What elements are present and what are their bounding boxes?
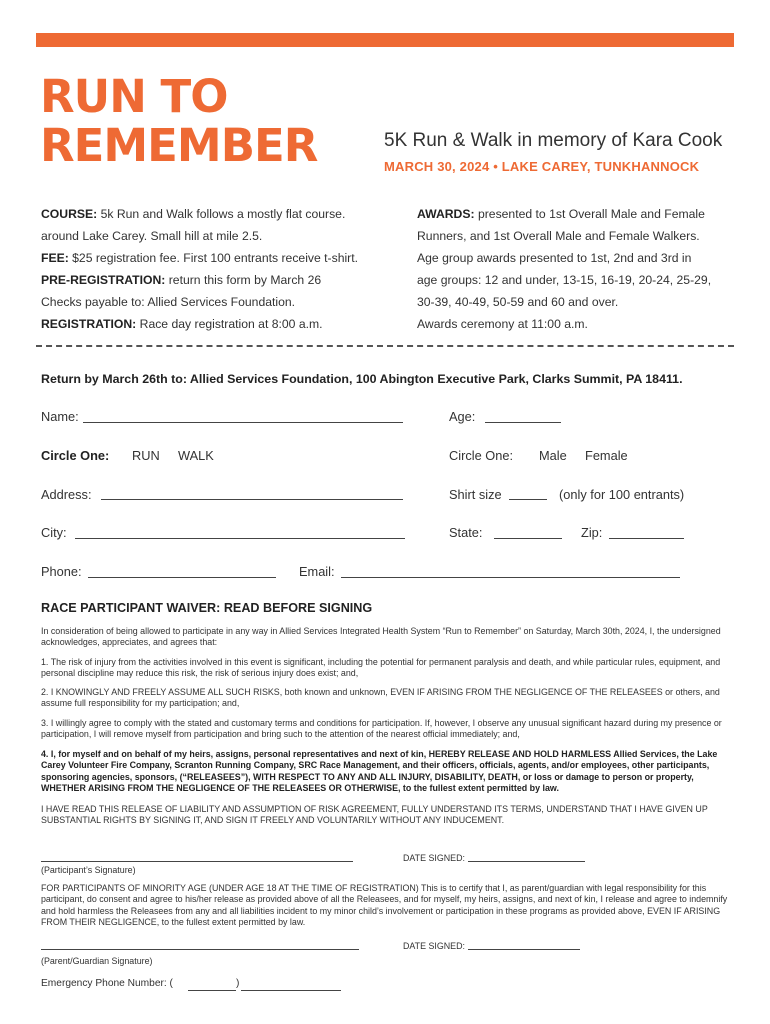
info-preregistration: PRE-REGISTRATION: return this form by March 26 [41, 273, 322, 287]
phone-field[interactable] [88, 577, 276, 578]
participant-signature-label: (Participant’s Signature) [41, 865, 136, 875]
date-signed-label: DATE SIGNED: [403, 853, 465, 863]
info-awards: AWARDS: presented to 1st Overall Male and Female [417, 207, 705, 221]
male-option[interactable]: Male [539, 448, 567, 463]
info-awards-cont2: Age group awards presented to 1st, 2nd and 3rd in [417, 251, 692, 265]
event-date-location: MARCH 30, 2024 • LAKE CAREY, TUNKHANNOCK [384, 159, 700, 174]
age-field[interactable] [485, 422, 561, 423]
return-instructions: Return by March 26th to: Allied Services Foundation, 100 Abington Executive Park, Clarks Summit, PA 18411. [41, 372, 683, 386]
address-label: Address: [41, 487, 92, 502]
city-field[interactable] [75, 538, 405, 539]
waiver-clause-2: 2. I KNOWINGLY AND FREELY ASSUME ALL SUCH RISKS, both known and unknown, EVEN IF ARISING FROM THE NEGLIGENCE OF THE RELEASEES or others, and assume full responsibility for my participation; and, [41, 687, 720, 709]
shirt-size-field[interactable] [509, 499, 547, 500]
city-label: City: [41, 525, 67, 540]
waiver-clause-1: 1. The risk of injury from the activities involved in this event is significant, including the potential for permanent paralysis and death, and while particular rules, equipment, and personal discipline may reduce this risk, the risk of serious injury does exist; and, [41, 657, 721, 679]
run-option[interactable]: RUN [132, 448, 160, 463]
info-awards-cont1: Runners, and 1st Overall Male and Female Walkers. [417, 229, 700, 243]
age-label: Age: [449, 409, 476, 424]
participant-signature-field[interactable] [41, 861, 353, 862]
info-course-cont: around Lake Carey. Small hill at mile 2.5. [41, 229, 263, 243]
brand-title-line2: REMEMBER [40, 119, 318, 172]
date-signed-label-2: DATE SIGNED: [403, 941, 465, 951]
info-awards-ceremony: Awards ceremony at 11:00 a.m. [417, 317, 588, 331]
address-field[interactable] [101, 499, 403, 500]
waiver-clause-3: 3. I willingly agree to comply with the stated and customary terms and conditions for participation. If, however, I observe any unusual significant hazard during my presence or participation, I will remove myself from participation and bring such to the attention of the nearest official immediately; and, [41, 718, 722, 740]
zip-field[interactable] [609, 538, 684, 539]
info-checks: Checks payable to: Allied Services Foundation. [41, 295, 296, 309]
brand-title-line1: RUN TO [40, 70, 228, 123]
date-signed-field[interactable] [468, 861, 585, 862]
waiver-acknowledgment: I HAVE READ THIS RELEASE OF LIABILITY AND ASSUMPTION OF RISK AGREEMENT, FULLY UNDERSTAND ITS TERMS, UNDERSTAND THAT I HAVE GIVEN UP SUBSTANTIAL RIGHTS BY SIGNING IT, AND SIGN IT FREELY AND VOLUNTARILY WITHOUT ANY INDUCEMENT. [41, 804, 708, 826]
email-field[interactable] [341, 577, 680, 578]
info-awards-cont3: age groups: 12 and under, 13-15, 16-19, 20-24, 25-29, [417, 273, 712, 287]
header-accent-bar [36, 33, 734, 47]
female-option[interactable]: Female [585, 448, 628, 463]
date-signed-field-2[interactable] [468, 949, 580, 950]
emergency-phone-label: Emergency Phone Number: ( [41, 978, 173, 989]
minor-consent-text: FOR PARTICIPANTS OF MINORITY AGE (UNDER AGE 18 AT THE TIME OF REGISTRATION) This is to certify that I, as parent/guardian with legal responsibility for this participant, do consent and agree to his/her release as provided above of all the Releasees, and for myself, my heirs, assigns, and next of kin, I release and agree to indemnify and hold harmless the Releasees from any and all liabilities incident to my minor child’s involvement or participation in these programs as provided above, EVEN IF ARISING FROM THEIR NEGLIGENCE, to the fullest extent permitted by law. [41, 883, 728, 927]
info-awards-cont4: 30-39, 40-49, 50-59 and 60 and over. [417, 295, 619, 309]
name-label: Name: [41, 409, 79, 424]
waiver-clause-4: 4. I, for myself and on behalf of my heirs, assigns, personal representatives and next of kin, HEREBY RELEASE AND HOLD HARMLESS Allied Services, the Lake Carey Volunteer Fire Company, Scranton Running Company, SRC Race Management, and their officers, officials, agents, and/or employees, other participants, sponsoring agencies, sponsors, (“RELEASEES”), WITH RESPECT TO ANY AND ALL INJURY, DISABILITY, DEATH, or loss or damage to person or property, WHETHER ARISING FROM THE NEGLIGENCE OF THE RELEASEES OR OTHERWISE, to the fullest extent permitted by law. [41, 749, 718, 793]
state-field[interactable] [494, 538, 562, 539]
circle-one-gender-label: Circle One: [449, 448, 514, 463]
guardian-signature-label: (Parent/Guardian Signature) [41, 956, 153, 966]
email-label: Email: [299, 564, 335, 579]
emergency-area-code-field[interactable] [188, 990, 236, 991]
emergency-phone-field[interactable] [241, 990, 341, 991]
emergency-paren: ) [236, 978, 240, 989]
guardian-signature-field[interactable] [41, 949, 359, 950]
waiver-intro: In consideration of being allowed to participate in any way in Allied Services Integrated Health System “Run to Remember” on Saturday, March 30th, 2024, I, the undersigned acknowledges, appreciates, and agrees that: [41, 626, 721, 648]
waiver-title: RACE PARTICIPANT WAIVER: READ BEFORE SIGNING [41, 601, 373, 615]
state-label: State: [449, 525, 483, 540]
cut-line-divider [36, 345, 734, 347]
name-field[interactable] [83, 422, 403, 423]
info-course: COURSE: 5k Run and Walk follows a mostly flat course. [41, 207, 346, 221]
event-subtitle: 5K Run & Walk in memory of Kara Cook [384, 130, 723, 151]
walk-option[interactable]: WALK [178, 448, 214, 463]
shirt-size-label: Shirt size [449, 487, 502, 502]
info-registration: REGISTRATION: Race day registration at 8:00 a.m. [41, 317, 323, 331]
circle-one-label: Circle One: [41, 448, 110, 463]
info-fee: FEE: $25 registration fee. First 100 entrants receive t-shirt. [41, 251, 359, 265]
zip-label: Zip: [581, 525, 603, 540]
phone-label: Phone: [41, 564, 82, 579]
shirt-note: (only for 100 entrants) [559, 487, 685, 502]
